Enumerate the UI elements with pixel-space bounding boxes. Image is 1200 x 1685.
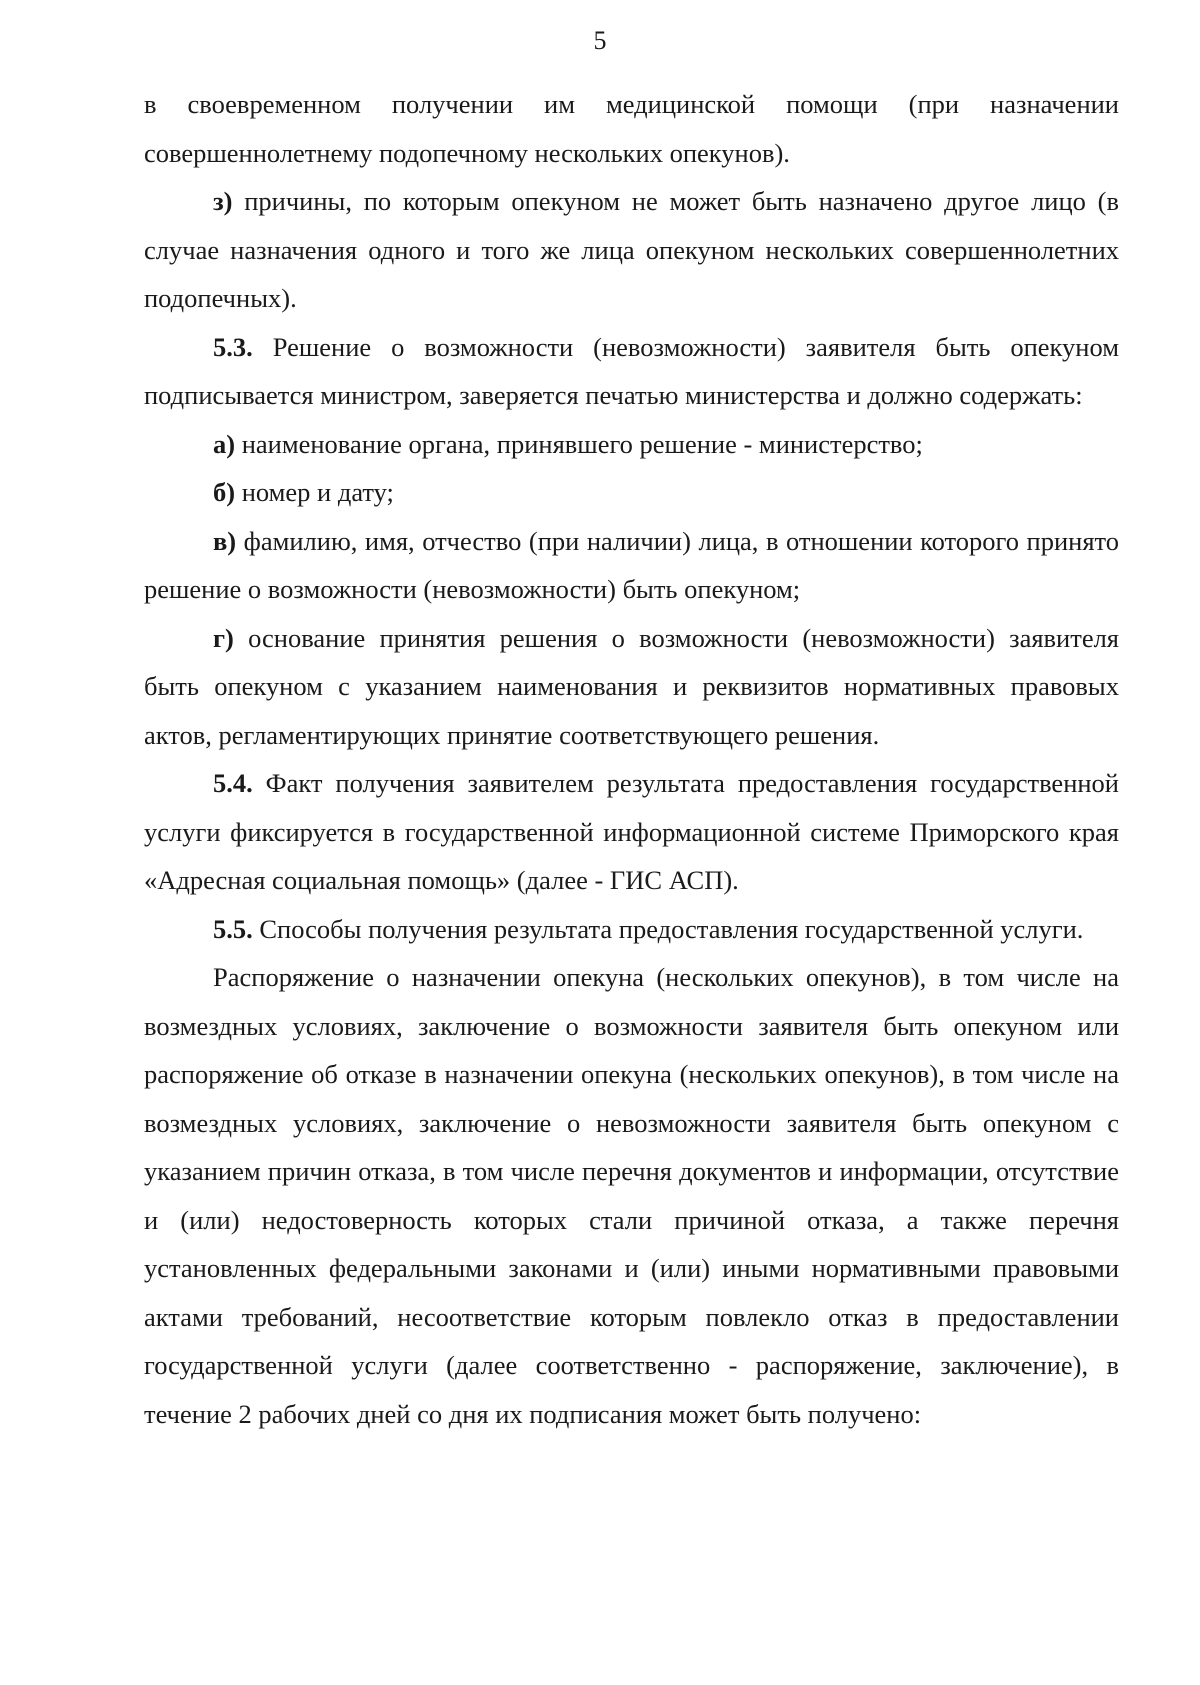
paragraph-section-5-3 [144,323,1119,420]
paragraph-item-b [144,468,1119,517]
paragraph-item-a [144,420,1119,469]
paragraph-section-5-4 [144,759,1119,905]
item-marker: в) [213,525,237,556]
document-body [144,80,1119,1438]
page-number: 5 [593,26,607,55]
paragraph-text: Факт получения заявителем результата предоставления государственной услуги фиксируется в государственной информационной системе Приморского края «Адресная социальная помощь» (далее - ГИС АСП). [144,768,1119,895]
paragraph-text: номер и дату; [235,477,394,507]
paragraph-text: Решение о возможности (невозможности) заявителя быть опекуном подписывается министром, заверяется печатью министерства и должно содержать: [144,331,1119,410]
paragraph-text: причины, по которым опекуном не может быть назначено другое лицо (в случае назначения одного и того же лица опекуном нескольких совершеннолетних подопечных). [144,186,1119,313]
section-number: 5.5. [213,913,253,944]
paragraph-section-5-5 [144,905,1119,954]
item-marker: б) [213,477,236,507]
paragraph-text: в своевременном получении им медицинской помощи (при назначении совершеннолетнему подопечному нескольких опекунов). [144,89,1119,168]
paragraph-item-g [144,614,1119,760]
paragraph-item-v [144,517,1119,614]
paragraph-text: фамилию, имя, отчество (при наличии) лица, в отношении которого принято решение о возможности (невозможности) быть опекуном; [144,525,1119,604]
paragraph-text: наименование органа, принявшего решение - министерство; [235,428,923,459]
section-number: 5.3. [213,331,253,362]
paragraph-text: Распоряжение о назначении опекуна (нескольких опекунов), в том числе на возмездных условиях, заключение о возможности заявителя быть опекуном или распоряжение об отказе в назначении опекуна (нескольких опекунов), в том числе на возмездных условиях, заключение о невозможности заявителя быть опекуном с указанием причин отказа, в том числе перечня документов и информации, отсутствие и (или) недостоверность которых стали причиной отказа, а также перечня установленных федеральными законами и (или) иными нормативными правовыми актами требований, несоответствие которым повлекло отказ в предоставлении государственной услуги (далее соответственно - распоряжение, заключение), в течение 2 рабочих дней со дня их подписания может быть получено: [144,962,1119,1429]
item-marker: з) [213,186,233,216]
item-marker: а) [213,428,236,459]
paragraph-text: Способы получения результата предоставления государственной услуги. [252,913,1084,944]
paragraph-item-z [144,177,1119,323]
paragraph-text: основание принятия решения о возможности (невозможности) заявителя быть опекуном с указанием наименования и реквизитов нормативных правовых актов, регламентирующих принятие соответствующего решения. [144,622,1119,750]
paragraph-continuation [144,80,1119,177]
item-marker: г) [213,622,234,653]
paragraph-order-results [144,953,1119,1438]
section-number: 5.4. [213,768,253,798]
